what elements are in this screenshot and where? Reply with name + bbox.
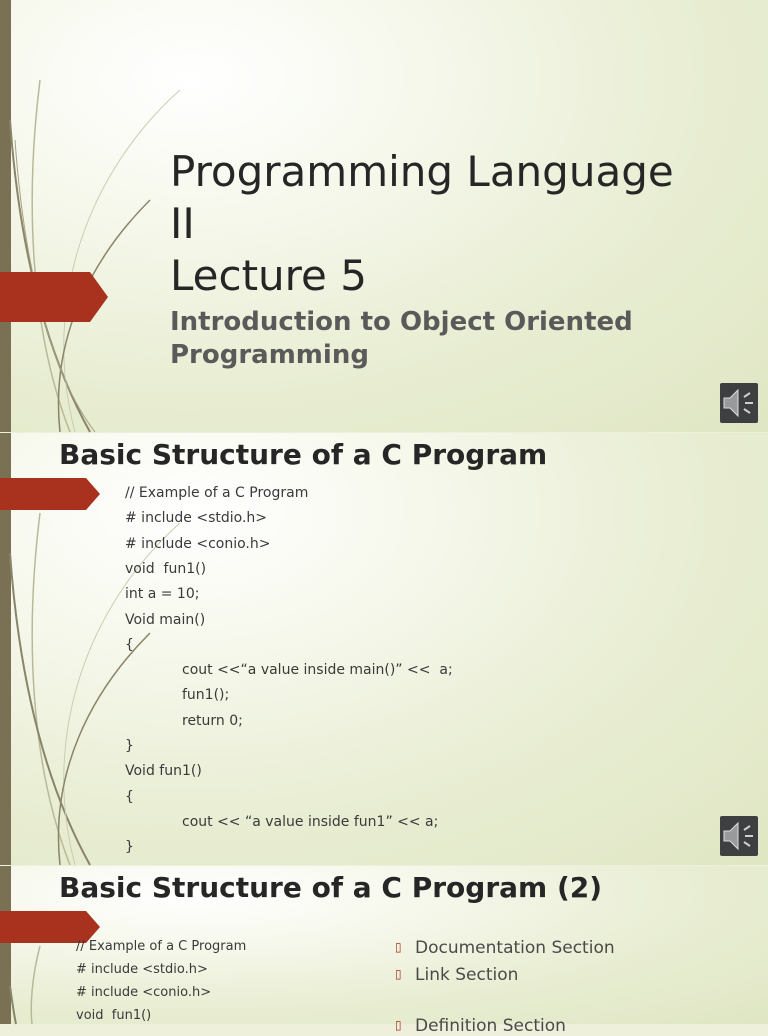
slide-title: Basic Structure of a C Program (59, 438, 548, 471)
slide-2 (0, 433, 768, 865)
subtitle-line-2: Programming (170, 340, 369, 370)
code-line: void fun1() (125, 560, 207, 577)
slide-3 (0, 866, 768, 1036)
slide-title (170, 146, 730, 302)
code-line: cout << “a value inside fun1” << a; (182, 813, 439, 830)
bullet-item (397, 938, 615, 958)
code-line: # include <conio.h> (76, 985, 212, 1000)
code-line: fun1(); (182, 687, 230, 704)
code-line: } (125, 839, 134, 856)
bullet-item (397, 1016, 566, 1036)
speaker-icon[interactable] (720, 383, 758, 423)
slide-title: Basic Structure of a C Program (2) (59, 871, 603, 904)
code-line: Void fun1() (125, 763, 202, 780)
bullet-marker-icon: ▯ (395, 967, 402, 981)
title-line-3: Lecture 5 (170, 251, 367, 300)
code-line: { (125, 636, 134, 653)
bullet-marker-icon: ▯ (395, 940, 402, 954)
subtitle-line-1: Introduction to Object Oriented (170, 307, 633, 337)
code-line: # include <conio.h> (125, 535, 271, 552)
code-line: int a = 10; (125, 586, 200, 603)
speaker-icon[interactable] (720, 816, 758, 856)
code-line: # include <stdio.h> (76, 962, 208, 977)
bullet-item (397, 965, 518, 985)
slide-subtitle (170, 306, 730, 372)
code-line: // Example of a C Program (76, 939, 247, 954)
code-line: # include <stdio.h> (125, 510, 268, 527)
accent-arrow (0, 272, 110, 322)
bullet-text: Definition Section (415, 1016, 566, 1036)
bullet-text: Documentation Section (415, 938, 615, 958)
bullet-marker-icon: ▯ (395, 1018, 402, 1032)
code-line: cout <<“a value inside main()” << a; (182, 662, 453, 679)
title-line-1: Programming Language (170, 147, 674, 196)
code-line: return 0; (182, 712, 243, 729)
title-line-2: II (170, 199, 195, 248)
code-line: void fun1() (76, 1008, 152, 1023)
code-line: Void main() (125, 611, 206, 628)
slide-1 (0, 0, 768, 432)
code-line: { (125, 788, 134, 805)
code-line: // Example of a C Program (125, 485, 309, 501)
accent-arrow (0, 478, 102, 510)
code-line: } (125, 738, 134, 754)
bullet-text: Link Section (415, 965, 519, 985)
